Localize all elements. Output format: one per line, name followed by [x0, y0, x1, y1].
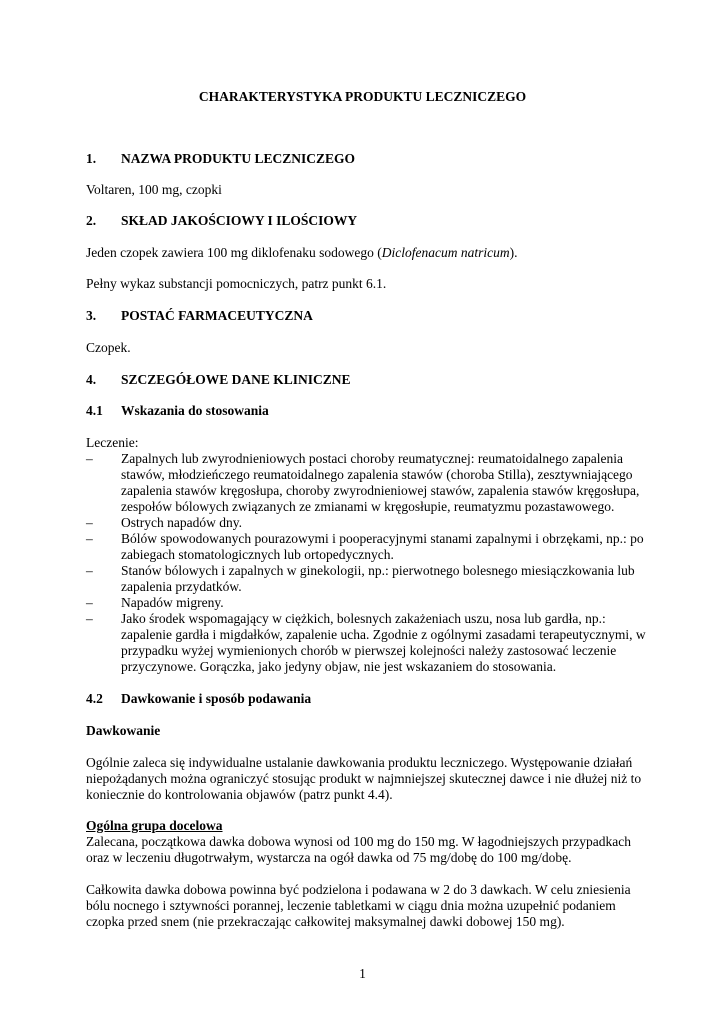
section-4-2-title: Dawkowanie i sposób podawania: [121, 691, 312, 706]
section-2-title: SKŁAD JAKOŚCIOWY I ILOŚCIOWY: [121, 213, 358, 228]
composition-text: [86, 245, 646, 261]
composition-text-b: ).: [509, 245, 518, 260]
section-2-heading: [86, 213, 646, 229]
page-number: 1: [359, 966, 366, 981]
composition-latin-name: Diclofenacum natricum: [381, 245, 510, 260]
section-4-2-heading: [86, 691, 646, 707]
indications-intro: Leczenie:: [86, 435, 139, 450]
dosage-paragraph-3: Całkowita dawka dobowa powinna być podzielona i podawana w 2 do 3 dawkach. W celu zniesienia bólu nocnego i sztywności porannej, leczenie tabletkami w ciągu dnia można uzupełnić podaniem czopka przed snem (nie przekraczając całkowitej maksymalnej dawki dobowej 150 mg).: [86, 882, 631, 929]
section-1-title: NAZWA PRODUKTU LECZNICZEGO: [121, 151, 356, 166]
list-item: – Zapalnych lub zwyrodnieniowych postaci choroby reumatycznej: reumatoidalnego zapalenia stawów, młodzieńczego reumatoidalnego zapalenia stawów (choroba Stilla), zesztywniającego zapalenia stawów kręgosłupa, choroby zwyrodnieniowej stawów, zapalenia stawów kręgosłupa, zespołów bólowych związanych ze zmianami w kręgosłupie, reumatyzmu pozastawowego.: [86, 451, 646, 515]
list-item: – Bólów spowodowanych pourazowymi i pooperacyjnymi stanami zapalnymi i obrzękami, np.: po zabiegach stomatologicznych lub ortopedycznych.: [86, 531, 646, 563]
section-2-number: 2.: [86, 213, 97, 228]
document-title: CHARAKTERYSTYKA PRODUKTU LECZNICZEGO: [198, 89, 527, 104]
section-4-heading: [86, 372, 646, 388]
target-group-heading: Ogólna grupa docelowa: [86, 818, 223, 833]
dosage-paragraph-1: Ogólnie zaleca się indywidualne ustalanie dawkowania produktu leczniczego. Występowanie działań niepożądanych można ograniczyć stosując produkt w najmniejszej skutecznej dawce i nie dłużej niż to koniecznie do kontrolowania objawów (patrz punkt 4.4).: [86, 755, 642, 802]
section-3-number: 3.: [86, 308, 97, 323]
list-item: – Napadów migreny.: [86, 595, 646, 611]
list-item: – Jako środek wspomagający w ciężkich, bolesnych zakażeniach uszu, nosa lub gardła, np.: zapalenie gardła i migdałków, zapalenie ucha. Zgodnie z ogólnymi zasadami terapeutycznymi, w przypadku wyżej wymienionych chorób w pierwszej kolejności należy zastosować leczenie przyczynowe. Gorączka, jako jedyny objaw, nie jest wskazaniem do stosowania.: [86, 611, 646, 675]
section-4-1-heading: [86, 403, 646, 419]
composition-text-a: Jeden czopek zawiera 100 mg diklofenaku sodowego (: [86, 245, 382, 260]
section-4-title: SZCZEGÓŁOWE DANE KLINICZNE: [121, 372, 351, 387]
indications-block: [86, 435, 646, 675]
section-4-1-title: Wskazania do stosowania: [121, 403, 269, 418]
dosage-subheading: Dawkowanie: [86, 723, 161, 738]
product-name: Voltaren, 100 mg, czopki: [86, 182, 222, 197]
pharmaceutical-form: Czopek.: [86, 340, 131, 355]
dosage-paragraph-2: Zalecana, początkowa dawka dobowa wynosi od 100 mg do 150 mg. W łagodniejszych przypadkach oraz w leczeniu długotrwałym, wystarcza na ogół dawka od 75 mg/dobę do 100 mg/dobę.: [86, 834, 631, 865]
section-4-1-number: 4.1: [86, 403, 103, 418]
section-4-number: 4.: [86, 372, 97, 387]
section-3-heading: [86, 308, 646, 324]
section-4-2-number: 4.2: [86, 691, 103, 706]
section-1-heading: [86, 151, 646, 167]
excipients-text: Pełny wykaz substancji pomocniczych, patrz punkt 6.1.: [86, 276, 387, 291]
section-3-title: POSTAĆ FARMACEUTYCZNA: [121, 308, 313, 323]
indications-list: [86, 451, 646, 675]
section-1-number: 1.: [86, 151, 97, 166]
list-item: – Stanów bólowych i zapalnych w ginekologii, np.: pierwotnego bolesnego miesiączkowania lub zapalenia przydatków.: [86, 563, 646, 595]
list-item: – Ostrych napadów dny.: [86, 515, 646, 531]
